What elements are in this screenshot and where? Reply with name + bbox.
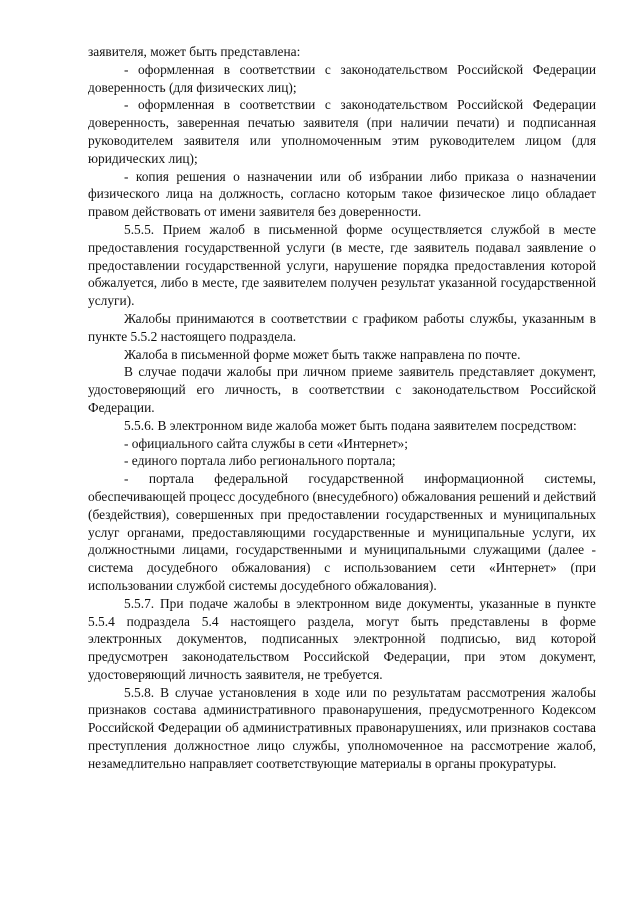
paragraph-list-item: - оформленная в соответствии с законодательством Российской Федерации доверенность, заверенная печатью заявителя (при наличии печати) и подписанная руководителем заявителя или уполномоченным этим руководителем лицом (для юридических лиц);: [88, 97, 596, 166]
paragraph-clause-5-5-5: 5.5.5. Прием жалоб в письменной форме осуществляется службой в месте предоставления государственной услуги (в месте, где заявитель подавал заявление о предоставлении государственной услуги, нарушение порядка предоставления которой обжалуется, либо в месте, где заявителем получен результат указанной государственной услуги).: [88, 221, 596, 309]
paragraph-list-item: - оформленная в соответствии с законодательством Российской Федерации доверенность (для физических лиц);: [88, 61, 596, 95]
paragraph-list-item: - единого портала либо регионального портала;: [124, 453, 396, 469]
paragraph-continuation: заявителя, может быть представлена:: [88, 44, 301, 59]
paragraph-list-item: - официального сайта службы в сети «Интернет»;: [124, 435, 408, 451]
paragraph-clause-5-5-7: 5.5.7. При подаче жалобы в электронном виде документы, указанные в пункте 5.5.4 подраздела 5.4 настоящего раздела, могут быть представлены в форме электронных документов, подписанных электронной подписью, вид которой предусмотрен законодательством Российской Федерации, при этом документ, удостоверяющий личность заявителя, не требуется.: [88, 595, 596, 682]
paragraph: Жалобы принимаются в соответствии с графиком работы службы, указанным в пункте 5.5.2 настоящего подраздела.: [88, 310, 596, 344]
paragraph-list-item: - портала федеральной государственной информационной системы, обеспечивающей процесс досудебного (внесудебного) обжалования решений и действий (бездействия), совершенных при предоставлении государственных и муниципальных услуг органами, предоставляющими государственные и муниципальные услуги, их должностными лицами, государственными и муниципальными служащими (далее - система досудебного обжалования) с использованием сети «Интернет» (при использовании службой системы досудебного обжалования).: [88, 471, 596, 593]
paragraph: В случае подачи жалобы при личном приеме заявитель представляет документ, удостоверяющий его личность, в соответствии с законодательством Российской Федерации.: [88, 364, 596, 415]
paragraph-clause-5-5-6: 5.5.6. В электронном виде жалоба может быть подана заявителем посредством:: [124, 417, 577, 433]
paragraph-list-item: - копия решения о назначении или об избрании либо приказа о назначении физического лица на должность, согласно которым такое физическое лицо обладает правом действовать от имени заявителя без доверенности.: [88, 168, 596, 220]
paragraph-clause-5-5-8: 5.5.8. В случае установления в ходе или по результатам рассмотрения жалобы признаков состава административного правонарушения, предусмотренного Кодексом Российской Федерации об административных правонарушениях, или признаков состава преступления должностное лицо службы, уполномоченное на рассмотрение жалоб, незамедлительно направляет соответствующие материалы в органы прокуратуры.: [88, 684, 596, 771]
document-page: [88, 43, 596, 773]
paragraph: Жалоба в письменной форме может быть также направлена по почте.: [124, 346, 521, 362]
